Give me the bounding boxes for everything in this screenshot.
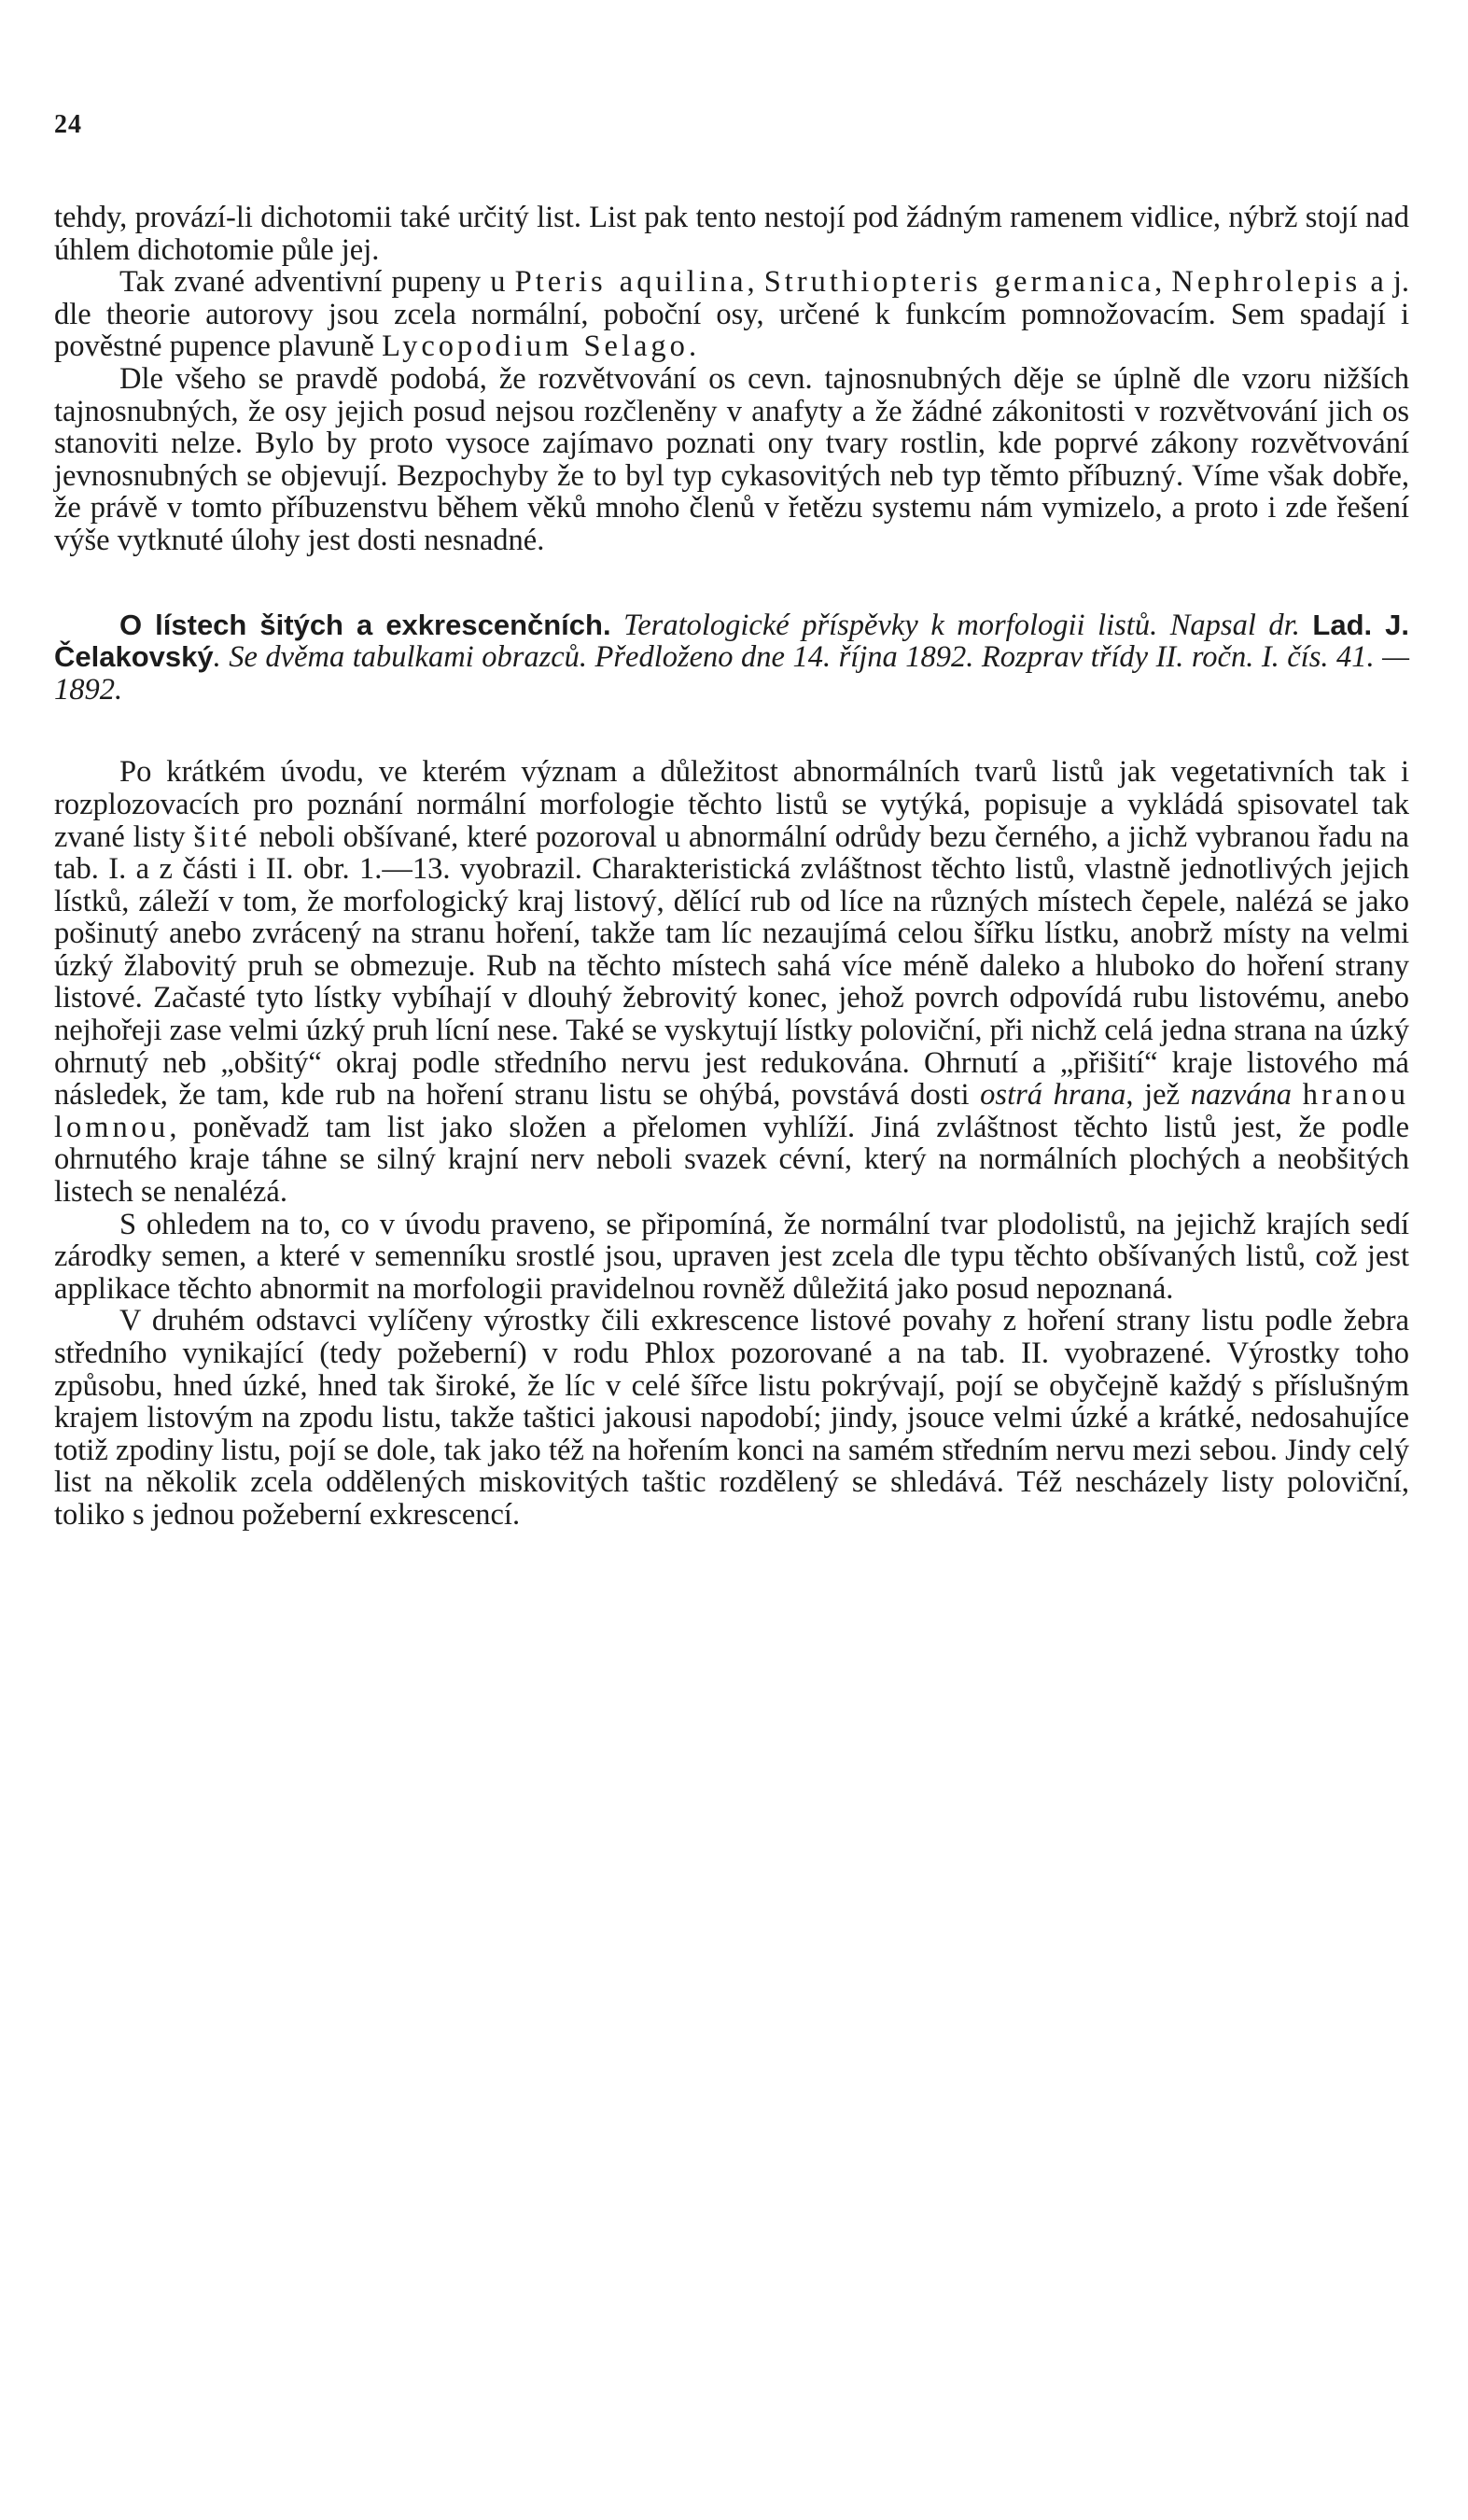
text-run xyxy=(1292,1078,1303,1112)
paragraph-adventive-buds xyxy=(54,266,1409,363)
body-text xyxy=(54,202,1409,1532)
text-run: , xyxy=(1154,265,1172,300)
page-number: 24 xyxy=(54,110,82,139)
paragraph-branching: Dle všeho se pravdě podobá, že rozvětvování os cevn. tajnosnubných děje se úplně dle vzoru nižších tajnosnubných, že osy jejich posud nejsou rozčleněny v anafyty a že žádné zákonitosti v rozvětvování jich os stanoviti nelze. Bylo by proto vysoce zajímavo poznati ony tvary rostlin, kde poprvé zákony rozvětvování jevnosnubných se objevují. Bezpochyby že to byl typ cykasovitých neb typ těmto příbuzný. Víme však dobře, že právě v tomto příbuzenstvu během věků mnoho členů v řetězu systemu nám vymizelo, a proto i zde řešení výše vytknuté úlohy jest dosti nesnadné. xyxy=(54,361,1409,557)
species-name-struthiopteris: Struthiopteris germanica xyxy=(763,265,1155,300)
italic-term-ostra-hrana: ostrá hrana xyxy=(980,1078,1126,1113)
article-subtitle: Teratologické příspěvky k morfologii listů. Napsal dr. xyxy=(623,608,1300,642)
paragraph-continuation: tehdy, provází-li dichotomii také určitý list. List pak tento nestojí pod žádným ramenem vidlice, nýbrž stojí nad úhlem dichotomie půle jej. xyxy=(54,201,1409,267)
species-name-nephrolepis: Nephrolepis xyxy=(1171,265,1362,300)
article-author: Lad. J. Čelakovský xyxy=(54,608,1410,674)
spaced-term-hrana-lomna: hranou lomnou xyxy=(54,1078,1409,1144)
text-run: . xyxy=(688,329,697,364)
text-run: , poněvadž tam list jako složen a přelomen vyhlíží. Jiná zvláštnost těchto listů jest, že podle ohrnutého kraje táhne se silný krajní nerv neboli svazek cévní, který na normálních plochých a neobšitých listech se nenalézá. xyxy=(54,1110,1409,1210)
text-run: Po krátkém úvodu, ve kterém význam a důležitost abnormálních tvarů listů jak vegetativních tak i rozplozovacích pro poznání normální morfologie těchto listů se vytýká, popisuje a vykládá spisovatel tak zvané listy xyxy=(54,755,1409,854)
italic-term-nazvana: nazvána xyxy=(1190,1078,1293,1113)
text-run: Tak zvané adventivní pupeny u xyxy=(119,265,515,300)
spaced-term-site: šité xyxy=(193,819,251,854)
species-name-pteris: Pteris aquilina xyxy=(514,265,748,300)
text-run: , jež xyxy=(1125,1078,1191,1113)
text-run: , xyxy=(747,265,764,300)
species-name-lycopodium: Lycopodium Selago xyxy=(382,329,689,364)
article-title: O lístech šitých a exkrescenčních. xyxy=(119,608,611,641)
text-run: a j. dle theorie autorovy jsou zcela normální, poboční osy, určené k funkcím pomnožovacím. Sem spadají i pověstné pupence plavuně xyxy=(54,265,1410,364)
paragraph-excrescences: V druhém odstavci vylíčeny výrostky čili exkrescence listové povahy z hoření strany listu podle žebra středního vynikající (tedy požeberní) v rodu Phlox pozorované a na tab. II. vyobrazené. Výrostky toho způsobu, hned úzké, hned tak široké, že líc v celé šířce listu pokrývají, pojí se obyčejně každý s příslušným krajem listovým na zpodu listu, takže taštici jakousi napodobí; jindy, jsouce velmi úzké a krátké, nedosahujíce totiž zpodiny listu, pojí se dole, tak jako též na hořením konci na samém středním nervu mezi sebou. Jindy celý list na několik zcela oddělených miskovitých taštic rozdělený se shledává. Též nescházely listy poloviční, toliko s jednou požeberní exkrescencí. xyxy=(54,1304,1409,1532)
paragraph-carpels: S ohledem na to, co v úvodu praveno, se připomíná, že normální tvar plodolistů, na jejichž krajích sedí zárodky semen, a které v semenníku srostlé jsou, upraven jest zcela dle typu těchto obšívaných listů, což jest applikace těchto abnormit na morfologii pravidelnou rovněž důležitá jako posud nepoznaná. xyxy=(54,1207,1409,1306)
article-heading xyxy=(54,609,1409,707)
paragraph-sewn-leaves xyxy=(54,756,1409,1208)
text-run: neboli obšívané, které pozoroval u abnormální odrůdy bezu černého, a jichž vybranou řadu na tab. I. a z části i II. obr. 1.—13. vyobrazil. Charakteristická zvláštnost těchto listů, vlastně jednotlivých jejich lístků, záleží v tom, že morfologický kraj listový, dělící rub od líce na různých místech čepele, nalézá se jako pošinutý anebo zvrácený na stranu hoření, takže tam líc nezaujímá celou šířku lístku, anobrž místy na velmi úzký žlabovitý pruh se obmezuje. Rub na těchto místech sahá více méně daleko a hluboko do hoření strany listové. Začasté tyto lístky vybíhají v dlouhý žebrovitý konec, jehož povrch odpovídá rubu listovému, anebo nejhořeji zase velmi úzký pruh lícní nese. Také se vyskytují lístky poloviční, při nichž celá jedna strana na úzký ohrnutý neb „obšitý“ okraj podle středního nervu jest redukována. Ohrnutí a „přišití“ kraje listového má následek, že tam, kde rub na hoření stranu listu se ohýbá, povstává dosti xyxy=(54,819,1409,1113)
document-page xyxy=(54,0,1409,2520)
article-publication: . Se dvěma tabulkami obrazců. Předloženo dne 14. října 1892. Rozprav třídy II. ročn. I. čís. 41. — 1892. xyxy=(54,640,1409,707)
